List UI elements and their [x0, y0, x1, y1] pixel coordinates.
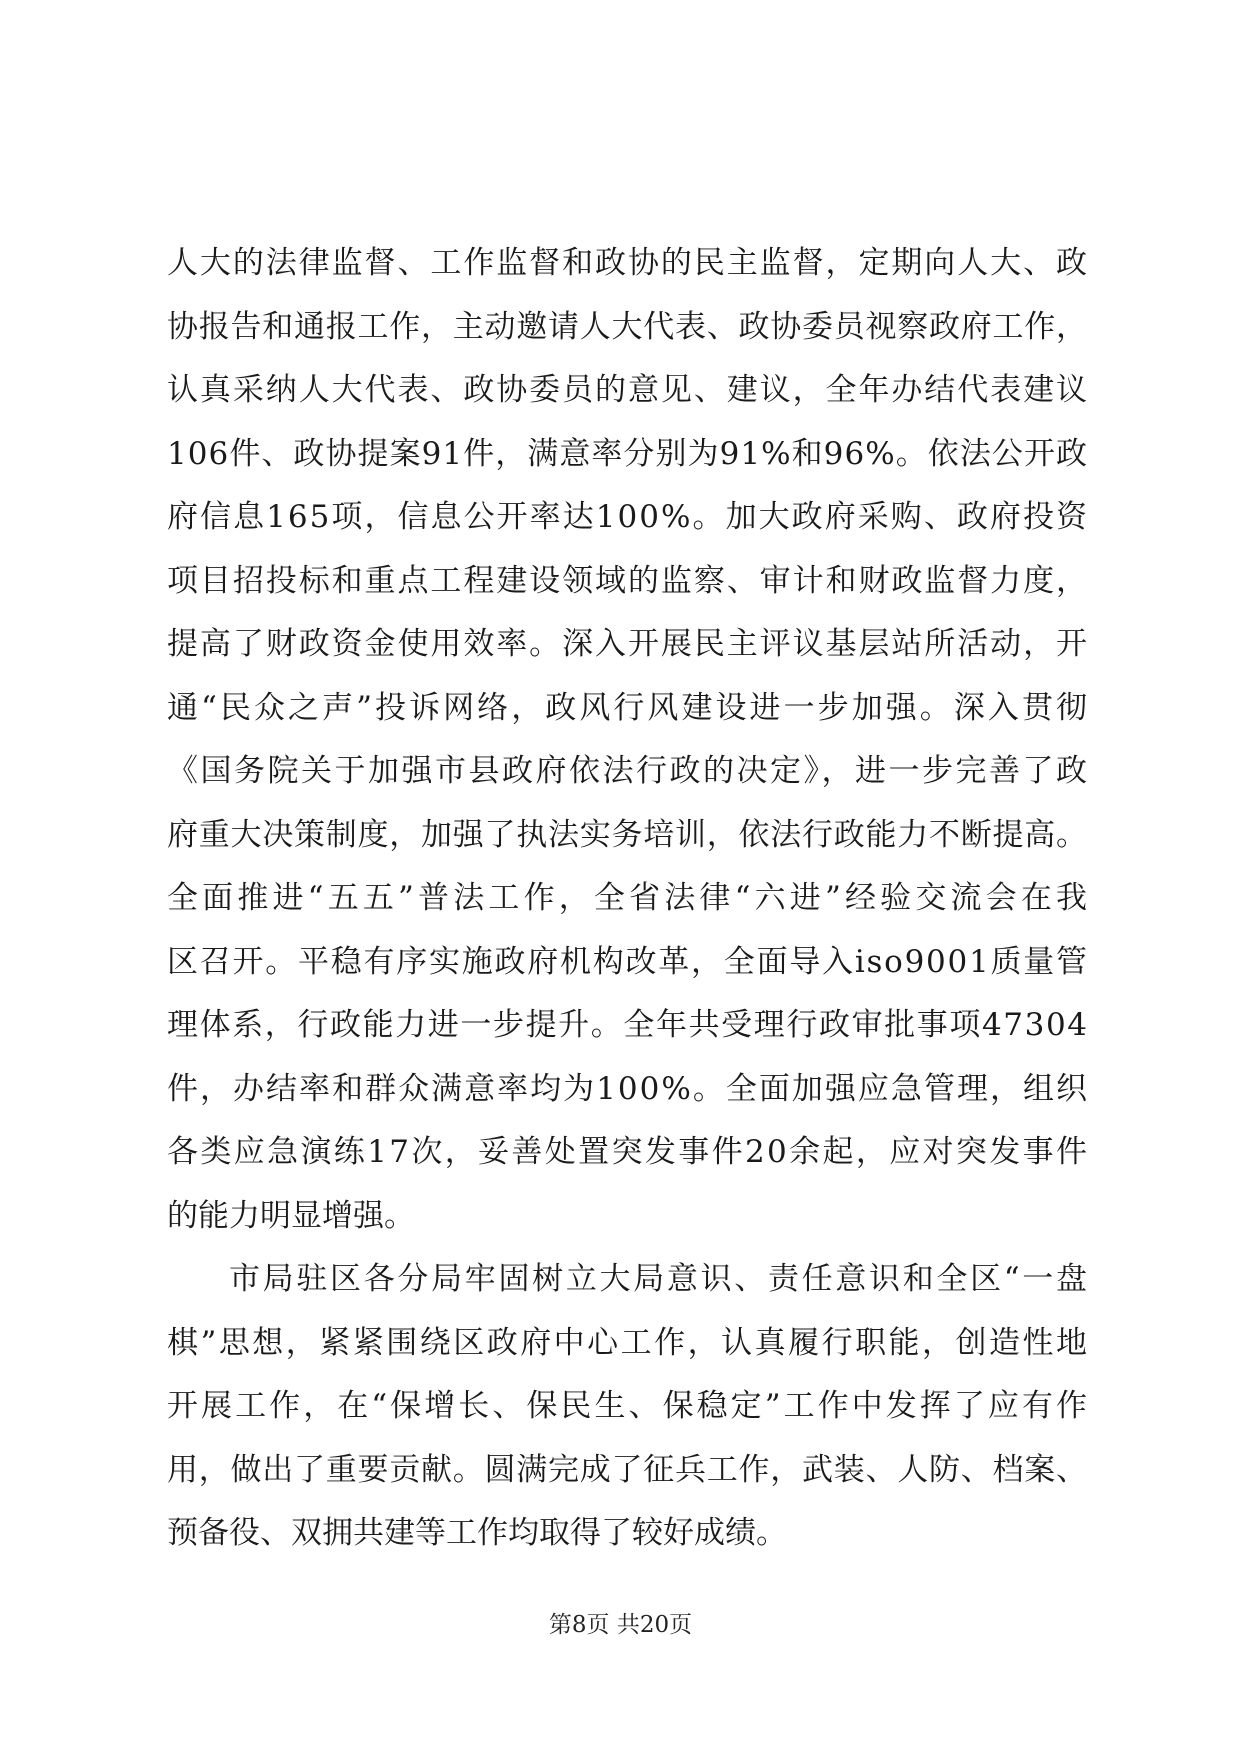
- text-line: 《国务院关于加强市县政府依法行政的决定》，进一步完善了政: [167, 753, 1090, 789]
- text-line: 通“民众之声”投诉网络，政风行风建设进一步加强。深入贯彻: [167, 689, 1091, 726]
- body-text: [167, 232, 1092, 1566]
- text-line: 预备役、双拥共建等工作均取得了较好成绩。: [167, 1515, 787, 1551]
- text-line: 全面推进“五五”普法工作，全省法律“六进”经验交流会在我: [167, 880, 1092, 916]
- text-line: 府重大决策制度，加强了执法实务培训，依法行政能力不断提高。: [167, 816, 1088, 853]
- text-line: 项目招投标和重点工程建设领域的监察、审计和财政监督力度，: [167, 562, 1089, 599]
- text-line: 市局驻区各分局牢固树立大局意识、责任意识和全区“一盘: [229, 1261, 1090, 1297]
- text-line: 认真采纳人大代表、政协委员的意见、建议，全年办结代表建议: [167, 372, 1089, 408]
- page-number-footer: 第8页 共20页: [548, 1612, 693, 1638]
- text-line: 的能力明显增强。: [167, 1197, 415, 1234]
- text-line: 区召开。平稳有序实施政府机构改革，全面导入iso9001质量管: [167, 943, 1089, 980]
- text-line: 开展工作，在“保增长、保民生、保稳定”工作中发挥了应有作: [167, 1388, 1091, 1424]
- text-line: 理体系，行政能力进一步提升。全年共受理行政审批事项47304: [167, 1007, 1089, 1043]
- text-line: 府信息165项，信息公开率达100%。加大政府采购、政府投资: [167, 499, 1090, 535]
- text-line: 106件、政协提案91件，满意率分别为91%和96%。依法公开政: [167, 435, 1089, 472]
- text-line: 协报告和通报工作，主动邀请人大代表、政协委员视察政府工作，: [167, 308, 1088, 345]
- paragraph: [167, 1248, 1091, 1566]
- paragraph: [167, 232, 1092, 1248]
- text-line: 棋”思想，紧紧围绕区政府中心工作，认真履行职能，创造性地: [167, 1324, 1090, 1361]
- text-line: 提高了财政资金使用效率。深入开展民主评议基层站所活动，开: [167, 626, 1089, 662]
- text-line: 人大的法律监督、工作监督和政协的民主监督，定期向人大、政: [167, 245, 1089, 281]
- text-line: 各类应急演练17次，妥善处置突发事件20余起，应对突发事件: [167, 1134, 1090, 1170]
- text-line: 用，做出了重要贡献。圆满完成了征兵工作，武装、人防、档案、: [167, 1451, 1088, 1488]
- text-line: 件，办结率和群众满意率均为100%。全面加强应急管理，组织: [167, 1070, 1090, 1107]
